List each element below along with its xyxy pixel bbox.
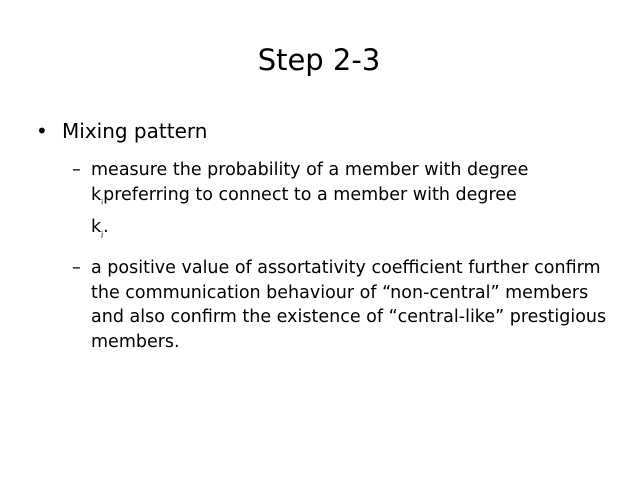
bullet-marker: •	[36, 119, 48, 143]
sub-item-line: preferring to connect to a member with degree	[103, 184, 517, 205]
sub-item	[72, 256, 612, 354]
degree-subscript: j	[101, 230, 104, 238]
sub-item-line: .	[103, 216, 109, 237]
sub-item	[72, 158, 612, 247]
sub-item-text: a positive value of assortativity coefficient further confirm the communication behaviour of “non-central” members and also confirm the existence of “central-like” prestigious members.	[91, 258, 607, 352]
sub-item-text	[91, 158, 612, 247]
dash-marker: –	[72, 258, 81, 278]
degree-subscript: i	[101, 198, 104, 206]
degree-symbol: k	[91, 184, 102, 205]
bullet-text: Mixing pattern	[62, 119, 208, 143]
slide-title: Step 2-3	[257, 43, 381, 77]
sub-item-line: measure the probability of a member with degree	[91, 160, 529, 180]
bullet-item	[36, 118, 207, 144]
degree-symbol: k	[91, 216, 102, 237]
dash-marker: –	[72, 160, 81, 180]
